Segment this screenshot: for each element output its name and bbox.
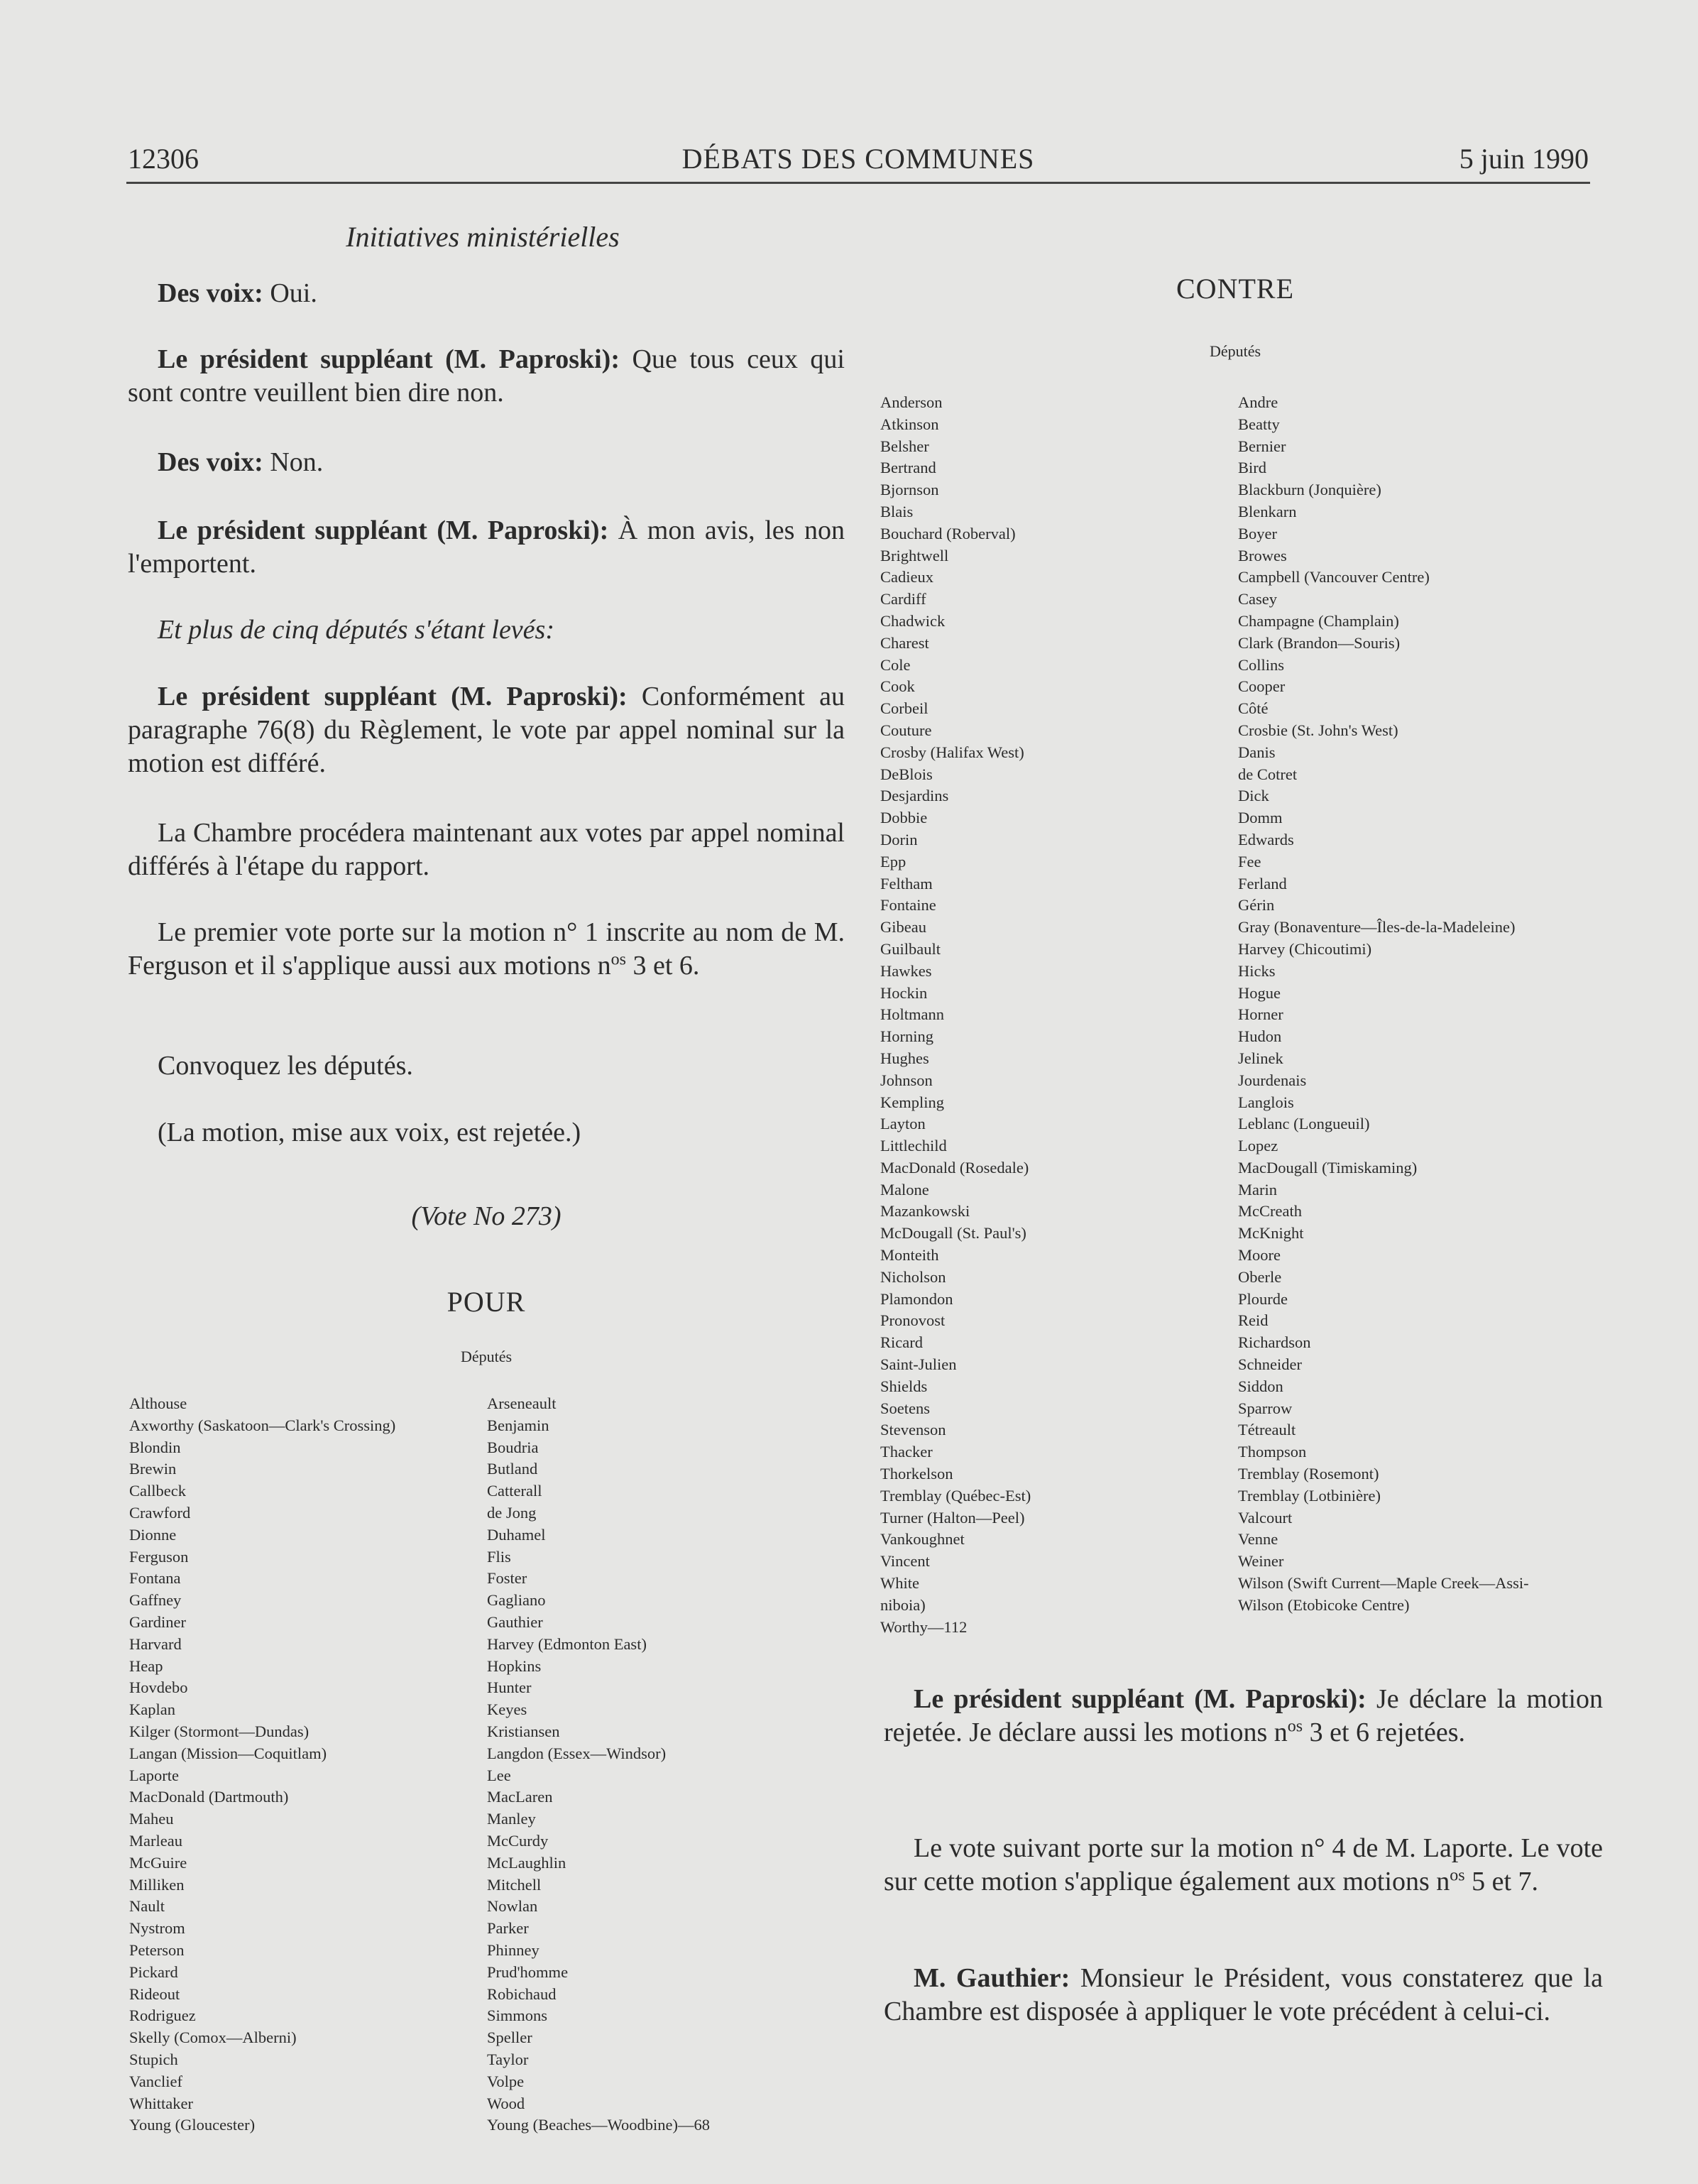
member-name: Dorin [880, 830, 918, 848]
member-name: Thompson [1238, 1443, 1307, 1461]
member-name: Johnson [880, 1071, 933, 1089]
pour-subtitle: Députés [460, 1348, 513, 1365]
contre-list-col1 [880, 392, 1031, 1638]
member-name: Arseneault [487, 1394, 557, 1412]
member-name: Nystrom [129, 1919, 185, 1938]
member-name: Monteith [880, 1246, 939, 1265]
superscript: os [1450, 1866, 1465, 1885]
member-name: McCreath [1238, 1202, 1302, 1221]
member-name: Danis [1238, 743, 1276, 761]
member-name: Charest [880, 633, 929, 652]
member-name: Cook [880, 677, 915, 696]
paragraph-text: 3 et 6. [625, 951, 700, 981]
pour-list-col1 [129, 1393, 395, 2136]
page-number: 12306 [128, 143, 199, 175]
paragraph-vote-suivant [884, 1832, 1603, 1899]
contre-list-col2 [1238, 392, 1529, 1617]
member-name: Young (Gloucester) [129, 2116, 256, 2134]
member-name: McGuire [129, 1853, 187, 1872]
member-name: Brewin [129, 1460, 177, 1478]
member-name: Flis [487, 1547, 511, 1566]
member-name: niboia) [880, 1595, 926, 1614]
member-name: Langan (Mission—Coquitlam) [129, 1744, 327, 1762]
member-name: Epp [880, 852, 906, 870]
pour-title: POUR [447, 1286, 526, 1318]
member-name: Gardiner [129, 1612, 186, 1631]
member-name: Cole [880, 655, 911, 674]
member-name: Casey [1238, 590, 1277, 608]
member-name: Hovdebo [129, 1678, 188, 1697]
member-name: Nault [129, 1897, 165, 1916]
member-name: Hunter [487, 1678, 532, 1697]
speaker-name: Le président suppléant (M. Paproski): [158, 515, 609, 545]
member-name: Ferguson [129, 1547, 189, 1566]
member-name: Thorkelson [880, 1465, 953, 1483]
member-name: Kristiansen [487, 1722, 560, 1740]
member-name: Gray (Bonaventure—Îles-de-la-Madeleine) [1238, 918, 1516, 937]
member-name: Hawkes [880, 961, 932, 980]
member-name: Foster [487, 1569, 527, 1588]
member-name: Jourdenais [1238, 1071, 1307, 1089]
speech-text: Que tous ceux qui sont contre veuillent bien dire non. [128, 344, 845, 408]
paragraph-des-voix-non [158, 446, 846, 479]
member-name: Fontaine [880, 896, 936, 914]
member-name: Simmons [487, 2006, 548, 2025]
member-name: Harvard [129, 1634, 182, 1653]
member-name: Marleau [129, 1831, 182, 1850]
member-name: Crawford [129, 1503, 191, 1522]
member-name: McCurdy [487, 1831, 549, 1850]
speech-text: Conformément au paragraphe 76(8) du Règlement, le vote par appel nominal sur la motion est différé. [128, 682, 845, 778]
member-name: Campbell (Vancouver Centre) [1238, 568, 1430, 586]
member-name: Pronovost [880, 1311, 946, 1330]
member-name: Vankoughnet [880, 1530, 965, 1549]
member-name: Dick [1238, 787, 1269, 805]
paragraph-chambre-procedera: La Chambre procédera maintenant aux votes par appel nominal différés à l'étape du rapport. [128, 818, 845, 881]
member-name: Blackburn (Jonquière) [1238, 481, 1381, 499]
member-name: Vanclief [129, 2072, 182, 2090]
member-name: Gaffney [129, 1591, 182, 1610]
member-name: Cadieux [880, 568, 933, 586]
speaker-name: Des voix: [158, 278, 263, 308]
superscript: os [610, 950, 626, 969]
member-name: Moore [1238, 1246, 1281, 1265]
member-name: Bird [1238, 459, 1267, 477]
member-name: Fontana [129, 1569, 181, 1588]
paragraph-text: 5 et 7. [1464, 1867, 1539, 1896]
member-name: Skelly (Comox—Alberni) [129, 2029, 297, 2047]
member-name: Axworthy (Saskatoon—Clark's Crossing) [129, 1416, 396, 1434]
paragraph-president-3 [128, 680, 845, 780]
member-name: Nowlan [487, 1897, 538, 1916]
member-name: Guilbault [880, 939, 941, 958]
member-name: Taylor [487, 2050, 529, 2068]
member-name: Nicholson [880, 1267, 946, 1286]
member-name: Reid [1238, 1311, 1269, 1330]
member-name: Wilson (Etobicoke Centre) [1238, 1595, 1410, 1614]
member-name: Holtmann [880, 1005, 944, 1024]
member-name: Boyer [1238, 524, 1277, 542]
member-name: Catterall [487, 1482, 542, 1500]
paragraph-des-voix-oui [158, 277, 846, 310]
vote-number: (Vote No 273) [411, 1201, 562, 1231]
member-name: Venne [1238, 1530, 1278, 1549]
member-name: MacLaren [487, 1788, 553, 1806]
member-name: Littlechild [880, 1137, 947, 1155]
member-name: Pickard [129, 1962, 178, 1981]
member-name: Bjornson [880, 481, 939, 499]
member-name: Layton [880, 1115, 926, 1133]
member-name: Oberle [1238, 1267, 1282, 1286]
member-name: Tétreault [1238, 1421, 1296, 1439]
member-name: Saint-Julien [880, 1355, 957, 1374]
member-name: Peterson [129, 1940, 185, 1959]
member-name: Kilger (Stormont—Dundas) [129, 1722, 310, 1740]
member-name: Dionne [129, 1525, 177, 1544]
member-name: Bernier [1238, 437, 1286, 455]
member-name: Worthy—112 [880, 1617, 968, 1636]
member-name: Plamondon [880, 1289, 953, 1308]
member-name: Dobbie [880, 809, 928, 827]
member-name: Hogue [1238, 983, 1281, 1002]
member-name: DeBlois [880, 765, 933, 783]
member-name: Kempling [880, 1093, 944, 1111]
member-name: Prud'homme [487, 1962, 569, 1981]
member-name: Milliken [129, 1875, 185, 1894]
member-name: Robichaud [487, 1984, 557, 2003]
member-name: Stevenson [880, 1421, 946, 1439]
member-name: Gibeau [880, 918, 926, 937]
member-name: Leblanc (Longueuil) [1238, 1115, 1370, 1133]
member-name: Maheu [129, 1810, 174, 1828]
paragraph-gauthier [884, 1962, 1603, 2029]
member-name: Jelinek [1238, 1049, 1283, 1067]
member-name: Manley [487, 1810, 536, 1828]
paragraph-motion-rejetee: (La motion, mise aux voix, est rejetée.) [158, 1118, 581, 1147]
member-name: Whittaker [129, 2094, 193, 2112]
member-name: Callbeck [129, 1482, 186, 1500]
member-name: Clark (Brandon—Souris) [1238, 633, 1401, 652]
member-name: Horning [880, 1027, 933, 1046]
member-name: Laporte [129, 1766, 179, 1784]
member-name: Feltham [880, 874, 933, 892]
issue-date: 5 juin 1990 [1459, 143, 1589, 175]
superscript: os [1287, 1717, 1303, 1736]
member-name: White [880, 1574, 919, 1593]
member-name: Tremblay (Québec-Est) [880, 1486, 1031, 1505]
member-name: Thacker [880, 1443, 933, 1461]
member-name: Siddon [1238, 1377, 1283, 1395]
member-name: Champagne (Champlain) [1238, 611, 1399, 630]
member-name: Young (Beaches—Woodbine)—68 [487, 2116, 710, 2134]
member-name: Keyes [487, 1700, 527, 1719]
member-name: Hughes [880, 1049, 929, 1067]
member-name: Cooper [1238, 677, 1286, 696]
member-name: Lee [487, 1766, 511, 1784]
member-name: Mazankowski [880, 1202, 970, 1221]
member-name: Tremblay (Lotbinière) [1238, 1486, 1381, 1505]
member-name: Valcourt [1238, 1508, 1293, 1527]
member-name: Anderson [880, 393, 943, 411]
member-name: Malone [880, 1180, 929, 1199]
speech-text: Je déclare la motion rejetée. Je déclare aussi les motions n [884, 1684, 1603, 1747]
member-name: Benjamin [487, 1416, 549, 1434]
speaker-name: Des voix: [158, 447, 263, 477]
member-name: Beatty [1238, 415, 1280, 433]
paragraph-convoquez: Convoquez les députés. [158, 1051, 413, 1081]
member-name: Weiner [1238, 1552, 1284, 1571]
member-name: Althouse [129, 1394, 187, 1412]
member-name: Domm [1238, 809, 1283, 827]
member-name: Rodriguez [129, 2006, 196, 2025]
member-name: Bertrand [880, 459, 936, 477]
member-name: Rideout [129, 1984, 180, 2003]
member-name: Phinney [487, 1940, 539, 1959]
member-name: Côté [1238, 699, 1269, 718]
member-name: Blais [880, 502, 914, 520]
speech-text: Monsieur le Président, vous constaterez que la Chambre est disposée à appliquer le vote précédent à celui-ci. [884, 1963, 1604, 2026]
paragraph-premier-vote [128, 916, 845, 983]
member-name: Gauthier [487, 1612, 543, 1631]
member-name: Marin [1238, 1180, 1277, 1199]
paragraph-president-1 [128, 343, 845, 410]
member-name: Gagliano [487, 1591, 546, 1610]
member-name: Hockin [880, 983, 928, 1002]
member-name: Lopez [1238, 1137, 1278, 1155]
member-name: Ferland [1238, 874, 1287, 892]
member-name: MacDonald (Rosedale) [880, 1158, 1029, 1176]
member-name: Harvey (Edmonton East) [487, 1634, 647, 1653]
member-name: Cardiff [880, 590, 926, 608]
member-name: Edwards [1238, 830, 1294, 848]
member-name: Soetens [880, 1399, 930, 1417]
member-name: Brightwell [880, 546, 949, 564]
member-name: Couture [880, 721, 932, 739]
member-name: Duhamel [487, 1525, 546, 1544]
member-name: McDougall (St. Paul's) [880, 1224, 1026, 1243]
member-name: Horner [1238, 1005, 1283, 1024]
member-name: Stupich [129, 2050, 178, 2068]
member-name: Crosbie (St. John's West) [1238, 721, 1398, 739]
member-name: McKnight [1238, 1224, 1304, 1243]
member-name: Speller [487, 2029, 532, 2047]
member-name: Schneider [1238, 1355, 1302, 1374]
member-name: Butland [487, 1460, 538, 1478]
member-name: Collins [1238, 655, 1285, 674]
pour-list-col2 [487, 1393, 710, 2136]
speaker-name: Le président suppléant (M. Paproski): [158, 682, 628, 711]
running-header [128, 142, 1589, 179]
paragraph-president-2 [128, 514, 845, 581]
member-name: Chadwick [880, 611, 946, 630]
paragraph-president-4 [884, 1683, 1603, 1749]
speech-text: 3 et 6 rejetées. [1303, 1718, 1466, 1747]
member-name: Crosby (Halifax West) [880, 743, 1024, 761]
member-name: Browes [1238, 546, 1287, 564]
member-name: Ricard [880, 1333, 923, 1352]
member-name: Tremblay (Rosemont) [1238, 1465, 1379, 1483]
member-name: Parker [487, 1919, 529, 1938]
member-name: Wood [487, 2094, 525, 2112]
member-name: MacDougall (Timiskaming) [1238, 1158, 1418, 1176]
member-name: Richardson [1238, 1333, 1311, 1352]
member-name: Heap [129, 1656, 163, 1675]
contre-title: CONTRE [1176, 273, 1294, 305]
member-name: Bouchard (Roberval) [880, 524, 1016, 542]
member-name: Sparrow [1238, 1399, 1293, 1417]
section-heading: Initiatives ministérielles [346, 221, 620, 253]
paragraph-text: Le premier vote porte sur la motion n° 1 inscrite au nom de M. Ferguson et il s'applique aussi aux motions n [128, 917, 845, 981]
journal-title: DÉBATS DES COMMUNES [681, 143, 1035, 175]
member-name: Hudon [1238, 1027, 1282, 1046]
member-name: Wilson (Swift Current—Maple Creek—Assi- [1238, 1574, 1529, 1593]
member-name: Boudria [487, 1438, 539, 1456]
member-name: Turner (Halton—Peel) [880, 1508, 1025, 1527]
speech-text: Oui. [263, 278, 317, 308]
member-name: Desjardins [880, 787, 949, 805]
member-name: Vincent [880, 1552, 930, 1571]
speaker-name: M. Gauthier: [914, 1963, 1070, 1993]
paragraph-text: Le vote suivant porte sur la motion n° 4 de M. Laporte. Le vote sur cette motion s'applique également aux motions n [884, 1833, 1603, 1896]
speaker-name: Le président suppléant (M. Paproski): [914, 1684, 1366, 1714]
member-name: Shields [880, 1377, 928, 1395]
speech-text: À mon avis, les non l'emportent. [128, 515, 845, 579]
member-name: Harvey (Chicoutimi) [1238, 939, 1372, 958]
speech-text: Non. [263, 447, 324, 477]
member-name: McLaughlin [487, 1853, 566, 1872]
member-name: Fee [1238, 852, 1261, 870]
speaker-name: Le président suppléant (M. Paproski): [158, 344, 620, 374]
member-name: Kaplan [129, 1700, 175, 1719]
member-name: Corbeil [880, 699, 929, 718]
member-name: Blenkarn [1238, 502, 1297, 520]
member-name: Langlois [1238, 1093, 1294, 1111]
member-name: Belsher [880, 437, 929, 455]
member-name: Andre [1238, 393, 1278, 411]
member-name: Mitchell [487, 1875, 542, 1894]
member-name: Hopkins [487, 1656, 542, 1675]
member-name: Gérin [1238, 896, 1275, 914]
member-name: Plourde [1238, 1289, 1288, 1308]
member-name: Langdon (Essex—Windsor) [487, 1744, 667, 1762]
member-name: MacDonald (Dartmouth) [129, 1788, 289, 1806]
member-name: de Cotret [1238, 765, 1298, 783]
header-rule [126, 182, 1590, 184]
contre-subtitle: Députés [1209, 342, 1261, 360]
paragraph-deputes-leves: Et plus de cinq députés s'étant levés: [158, 615, 554, 645]
member-name: Hicks [1238, 961, 1276, 980]
member-name: Volpe [487, 2072, 525, 2090]
member-name: Atkinson [880, 415, 939, 433]
member-name: de Jong [487, 1503, 537, 1522]
member-name: Blondin [129, 1438, 181, 1456]
